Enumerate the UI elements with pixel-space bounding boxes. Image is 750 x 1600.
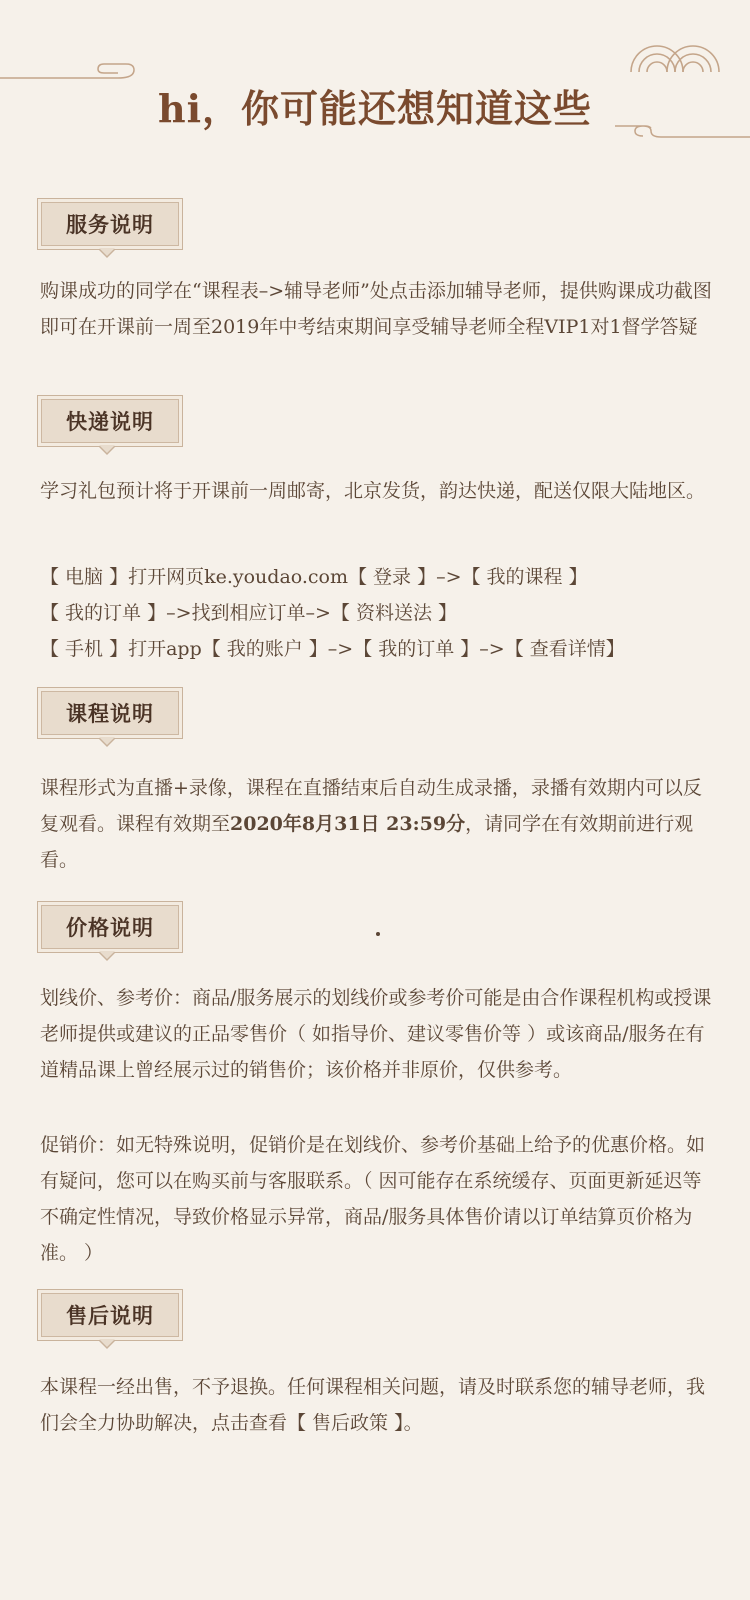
aftersale-description[interactable]: 本课程一经出售，不予退换。任何课程相关问题，请及时联系您的辅导老师，我们会全力协助解决，点击查看【 售后政策 】。	[40, 1376, 706, 1434]
cloud-arcs-icon	[625, 36, 725, 74]
course-text-after: ，请同学在有效期前进行观看。	[40, 813, 694, 871]
section-badge-service	[37, 198, 183, 250]
course-text-before: 课程形式为直播+录像，课程在直播结束后自动生成录播，录播有效期内可以反复观看。课程有效期至	[40, 777, 702, 835]
section-label: 价格说明	[66, 915, 154, 940]
delivery-steps	[40, 559, 720, 667]
section-label: 快递说明	[66, 409, 154, 434]
delivery-description: 学习礼包预计将于开课前一周邮寄，北京发货，韵达快递，配送仅限大陆地区。	[40, 480, 706, 502]
price-description-promo-price: 促销价：如无特殊说明，促销价是在划线价、参考价基础上给予的优惠价格。如有疑问，您可以在购买前与客服联系。（ 因可能存在系统缓存、页面更新延迟等不确定性情况，导致价格显示异常，商品/服务具体售价请以订单结算页价格为准。 ）	[40, 1134, 706, 1264]
course-description	[40, 770, 720, 878]
section-label: 课程说明	[66, 701, 154, 726]
course-expiry-date: 2020年8月31日 23:59分	[230, 813, 466, 835]
delivery-step-mobile: 【 手机 】打开app【 我的账户 】–>【 我的订单 】–>【 查看详情】	[40, 638, 625, 660]
price-description-list-price: 划线价、参考价：商品/服务展示的划线价或参考价可能是由合作课程机构或授课老师提供或建议的正品零售价（ 如指导价、建议零售价等 ）或该商品/服务在有道精品课上曾经展示过的销售价；该价格并非原价，仅供参考。	[40, 987, 712, 1081]
section-label: 服务说明	[66, 212, 154, 237]
section-label: 售后说明	[66, 1303, 154, 1328]
section-badge-course	[37, 687, 183, 739]
page-title: hi，你可能还想知道这些	[157, 86, 593, 131]
dot-mark	[376, 932, 380, 936]
section-badge-price	[37, 901, 183, 953]
section-badge-aftersale	[37, 1289, 183, 1341]
delivery-step-pc: 【 电脑 】打开网页ke.youdao.com【 登录 】–>【 我的课程 】	[40, 566, 588, 588]
delivery-step-order: 【 我的订单 】–>找到相应订单–>【 资料送法 】	[40, 602, 457, 624]
section-badge-delivery	[37, 395, 183, 447]
service-description: 购课成功的同学在“课程表–>辅导老师”处点击添加辅导老师，提供购课成功截图即可在开课前一周至2019年中考结束期间享受辅导老师全程VIP1对1督学答疑	[40, 280, 712, 338]
